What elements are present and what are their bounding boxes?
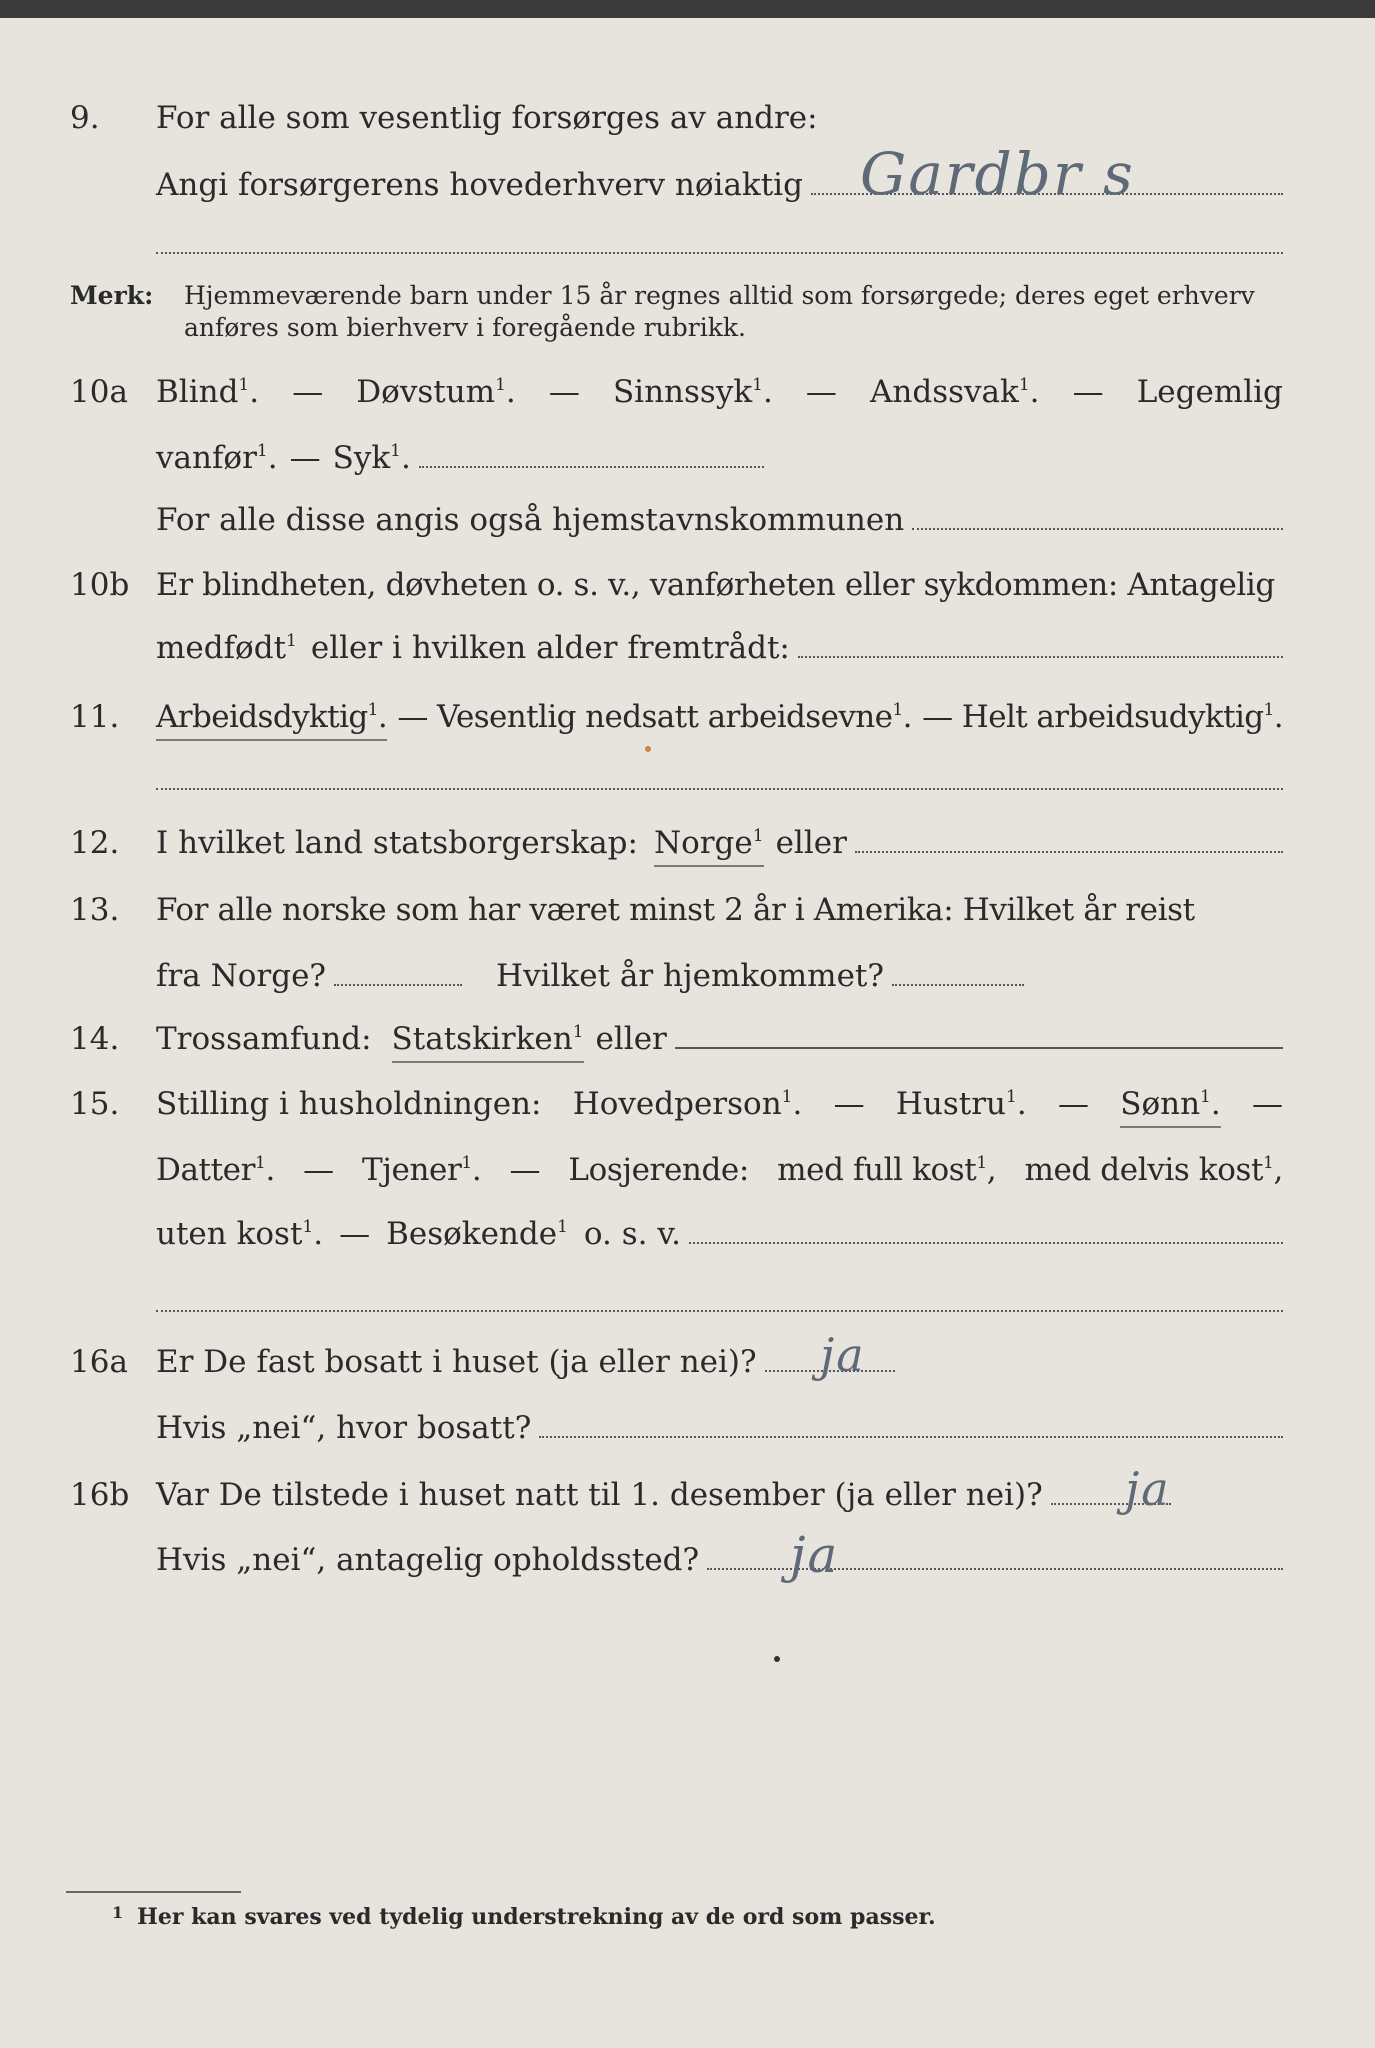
q15-med-full-kost[interactable]: med full kost$^1$,	[777, 1152, 997, 1188]
dash: —	[833, 1086, 865, 1122]
q13-reist-field[interactable]	[334, 958, 462, 986]
q11-udyktig[interactable]: — Helt arbeidsudyktig$^1$.	[922, 699, 1283, 735]
q14-prompt: Trossamfund:	[156, 1021, 372, 1057]
dash: —	[548, 374, 580, 410]
q9-number: 9.	[70, 100, 100, 136]
q16a-prompt2: Hvis „nei“, hvor bosatt?	[156, 1410, 532, 1446]
q16b-prompt2: Hvis „nei“, antagelig opholdssted?	[156, 1542, 700, 1578]
q11-extra-line[interactable]	[156, 788, 1283, 790]
q10a-legemlig[interactable]: Legemlig	[1136, 374, 1283, 410]
q15-sonn[interactable]: Sønn$^1$.	[1120, 1084, 1221, 1128]
q10a-hjemstavn-prompt: For alle disse angis også hjemstavnskommunen	[156, 502, 905, 538]
footnote-mark: 1	[112, 1903, 124, 1922]
q10a-vanfor[interactable]: vanfør$^1$.	[156, 440, 278, 476]
q15-osv: o. s. v.	[583, 1216, 682, 1252]
q16a-number: 16a	[70, 1344, 128, 1380]
q10b-number: 10b	[70, 567, 130, 603]
q15-number: 15.	[70, 1086, 120, 1122]
q10a-andssvak[interactable]: Andssvak$^1$.	[870, 374, 1040, 410]
q13-number: 13.	[70, 892, 120, 928]
q9-handwritten-answer: Gardbr s	[860, 140, 1135, 208]
q15-besokende[interactable]: Besøkende$^1$	[386, 1216, 568, 1252]
q10b-prompt: eller i hvilken alder fremtrådt:	[310, 630, 790, 666]
q16a-handwritten-answer: ja	[820, 1328, 866, 1382]
q16b-number: 16b	[70, 1477, 130, 1513]
q15-uten-kost[interactable]: uten kost$^1$.	[156, 1216, 324, 1252]
q11-nedsatt[interactable]: — Vesentlig nedsatt arbeidsevne$^1$.	[397, 699, 912, 735]
dash: —	[1072, 374, 1104, 410]
q13-reist-prompt: fra Norge?	[156, 958, 327, 994]
footnote-text: Her kan svares ved tydelig understrekning av de ord som passer.	[137, 1904, 936, 1930]
q10a-syk-field[interactable]	[419, 440, 764, 468]
q15-hovedperson[interactable]: Hovedperson$^1$.	[572, 1086, 803, 1122]
q12-number: 12.	[70, 825, 120, 861]
q15-extra-line[interactable]	[156, 1310, 1283, 1312]
merk-text2: anføres som bierhverv i foregående rubrikk.	[184, 313, 746, 342]
q9-extra-line[interactable]	[156, 252, 1283, 254]
q10a-blind[interactable]: Blind$^1$.	[156, 374, 260, 410]
scan-top-edge	[0, 0, 1375, 18]
footnote	[112, 1903, 936, 1930]
q12-eller: eller	[775, 825, 847, 861]
dash: —	[292, 374, 324, 410]
dash: —	[303, 1152, 334, 1188]
q14-statskirken[interactable]: Statskirken$^1$	[392, 1019, 584, 1063]
q10a-number: 10a	[70, 374, 128, 410]
q16b-handwritten-answer2: ja	[790, 1526, 840, 1584]
q15-field[interactable]	[689, 1216, 1283, 1244]
q15-tjener[interactable]: Tjener$^1$.	[362, 1152, 482, 1188]
q14-eller: eller	[595, 1021, 667, 1057]
dash: —	[1251, 1086, 1283, 1122]
q13-hjemkommet-prompt: Hvilket år hjemkommet?	[496, 958, 885, 994]
q10b-field[interactable]	[798, 630, 1283, 658]
q13-hjemkommet-field[interactable]	[892, 958, 1024, 986]
q12-prompt: I hvilket land statsborgerskap:	[156, 825, 638, 861]
q15-datter[interactable]: Datter$^1$.	[156, 1152, 275, 1188]
q9-prompt: Angi forsørgerens hovederhverv nøiaktig	[156, 167, 803, 203]
q16a-field2[interactable]	[539, 1410, 1283, 1438]
q13-text: For alle norske som har været minst 2 år i Amerika: Hvilket år reist	[156, 892, 1195, 928]
q10b-text: Er blindheten, døvheten o. s. v., vanførheten eller sykdommen: Antagelig	[156, 567, 1275, 603]
q14-number: 14.	[70, 1021, 120, 1057]
q16b-handwritten-answer1: ja	[1125, 1462, 1171, 1516]
q15-prompt: Stilling i husholdningen:	[156, 1086, 542, 1122]
q10b-medfodt[interactable]: medfødt$^1$	[156, 630, 297, 666]
dash: —	[509, 1152, 541, 1188]
dash: —	[339, 1216, 371, 1252]
merk-text1: Hjemmeværende barn under 15 år regnes alltid som forsørgede; deres eget erhverv	[184, 281, 1255, 310]
dash: —	[289, 440, 321, 476]
q15-losjerende: Losjerende:	[568, 1152, 749, 1188]
q9-text: For alle som vesentlig forsørges av andre:	[156, 100, 818, 136]
q11-arbeidsdyktig[interactable]: Arbeidsdyktig$^1$.	[156, 697, 387, 741]
q10a-dovstum[interactable]: Døvstum$^1$.	[356, 374, 516, 410]
ink-speck	[645, 746, 651, 752]
footnote-rule	[66, 1891, 241, 1893]
q12-field[interactable]	[855, 825, 1283, 853]
q10a-syk[interactable]: Syk$^1$.	[332, 440, 411, 476]
q16a-prompt1: Er De fast bosatt i huset (ja eller nei)?	[156, 1344, 757, 1380]
dash: —	[1057, 1086, 1089, 1122]
q16b-prompt1: Var De tilstede i huset natt til 1. desember (ja eller nei)?	[156, 1477, 1043, 1513]
ink-dot	[774, 1656, 780, 1662]
q10a-hjemstavn-field[interactable]	[912, 502, 1283, 530]
q10a-sinnssyk[interactable]: Sinnssyk$^1$.	[612, 374, 773, 410]
dash: —	[805, 374, 837, 410]
q11-number: 11.	[70, 699, 120, 735]
q14-field[interactable]	[675, 1021, 1283, 1049]
q15-med-delvis-kost[interactable]: med delvis kost$^1$,	[1024, 1152, 1283, 1188]
merk-label: Merk:	[70, 281, 154, 310]
q15-hustru[interactable]: Hustru$^1$.	[895, 1086, 1027, 1122]
q12-norge[interactable]: Norge$^1$	[654, 823, 764, 867]
